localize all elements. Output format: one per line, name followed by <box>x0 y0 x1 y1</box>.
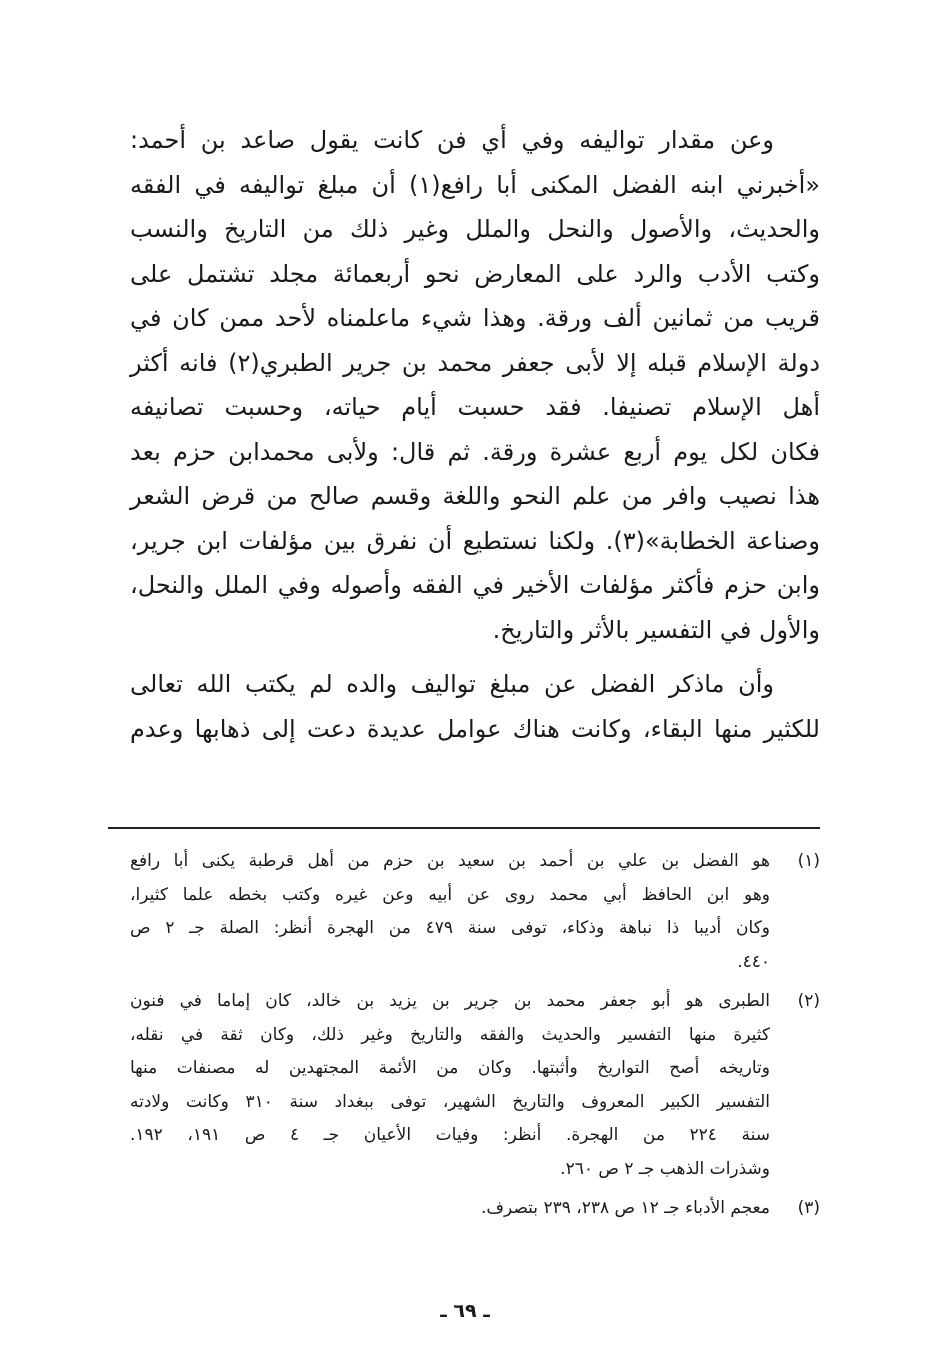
footnote-separator <box>108 827 820 829</box>
text-line: وصناعة الخطابة»(٣). ولكنا نستطيع أن نفرق بين مؤلفات ابن جرير، <box>130 526 821 555</box>
footnote-line: معجم الأدباء جـ ١٢ ص ٢٣٨، ٢٣٩ بتصرف. <box>481 1198 770 1218</box>
footnote <box>130 985 820 1186</box>
footnote-line: سنة ٢٢٤ من الهجرة. أنظر: وفيات الأعيان جـ ٤ ص ١٩١، ١٩٢. <box>130 1125 770 1145</box>
text-line: والأول في التفسير بالأثر والتاريخ. <box>492 615 820 644</box>
text-line: «أخبرني ابنه الفضل المكنى أبا رافع(١) أن مبلغ تواليفه في الفقه <box>130 170 820 199</box>
paragraph <box>130 662 820 751</box>
footnote-number: (١) <box>797 851 820 871</box>
text-line: للكثير منها البقاء، وكانت هناك عوامل عديدة دعت إلى ذهابها وعدم <box>130 714 820 743</box>
text-line: وكتب الأدب والرد على المعارض نحو أربعمائة مجلد تشتمل على <box>130 259 820 288</box>
paragraph <box>130 118 820 652</box>
text-line: فكان لكل يوم أربع عشرة ورقة. ثم قال: ولأبى محمدابن حزم بعد <box>130 437 820 466</box>
footnote-line: وشذرات الذهب جـ ٢ ص ٢٦٠. <box>560 1158 770 1179</box>
text-line: وأن ماذكر الفضل عن مبلغ تواليف والده لم يكتب الله تعالى <box>130 670 774 698</box>
footnote-line: ٤٤٠. <box>737 951 770 972</box>
text-line: وابن حزم فأكثر مؤلفات الأخير في الفقه وأصوله وفي الملل والنحل، <box>130 571 820 599</box>
footnote-number: (٢) <box>797 991 820 1011</box>
footnote-line: كثيرة منها التفسير والحديث والفقه والتاريخ وغير ذلك، وكان ثقة في نقله، <box>130 1024 770 1045</box>
footnote <box>130 845 820 979</box>
text-line: والحديث، والأصول والنحل والملل وغير ذلك من التاريخ والنسب <box>130 215 820 243</box>
text-line: هذا نصيب وافر من علم النحو واللغة وقسم صالح من قرض الشعر <box>130 482 820 510</box>
text-line: قريب من ثمانين ألف ورقة. وهذا شيء ماعلمناه لأحد ممن كان في <box>130 304 820 332</box>
footnote-line: التفسير الكبير المعروف والتاريخ الشهير، توفى ببغداد سنة ٣١٠ وكانت ولادته <box>130 1091 770 1112</box>
footnote-line: وهو ابن الحافظ أبي محمد روى عن أبيه وعن غيره وكتب بخطه علما كثيرا، <box>130 884 770 905</box>
footnote-number: (٣) <box>797 1198 820 1218</box>
footnote-line: وتاريخه أصح التواريخ وأثبتها. وكان من الأئمة المجتهدين له مصنفات منها <box>130 1058 770 1078</box>
footnote-line: وكان أديبا ذا نباهة وذكاء، توفى سنة ٤٧٩ من الهجرة أنظر: الصلة جـ ٢ ص <box>130 918 770 938</box>
main-text <box>130 118 820 751</box>
footnote <box>130 1192 820 1226</box>
text-line: وعن مقدار تواليفه وفي أي فن كانت يقول صاعد بن أحمد: <box>130 126 774 154</box>
text-line: أهل الإسلام تصنيفا. فقد حسبت أيام حياته، وحسبت تصانيفه <box>130 393 820 421</box>
footnote-line: هو الفضل بن علي بن أحمد بن سعيد بن حزم من أهل قرطبة يكنى أبا رافع <box>130 851 770 871</box>
footnote-line: الطبرى هو أبو جعفر محمد بن جرير بن يزيد بن خالد، كان إماما في فنون <box>130 991 770 1011</box>
text-line: دولة الإسلام قبله إلا لأبى جعفر محمد بن جرير الطبري(٢) فانه أكثر <box>130 348 821 377</box>
page-number: ـ ٦٩ ـ <box>440 1300 490 1322</box>
footnotes <box>130 845 820 1226</box>
